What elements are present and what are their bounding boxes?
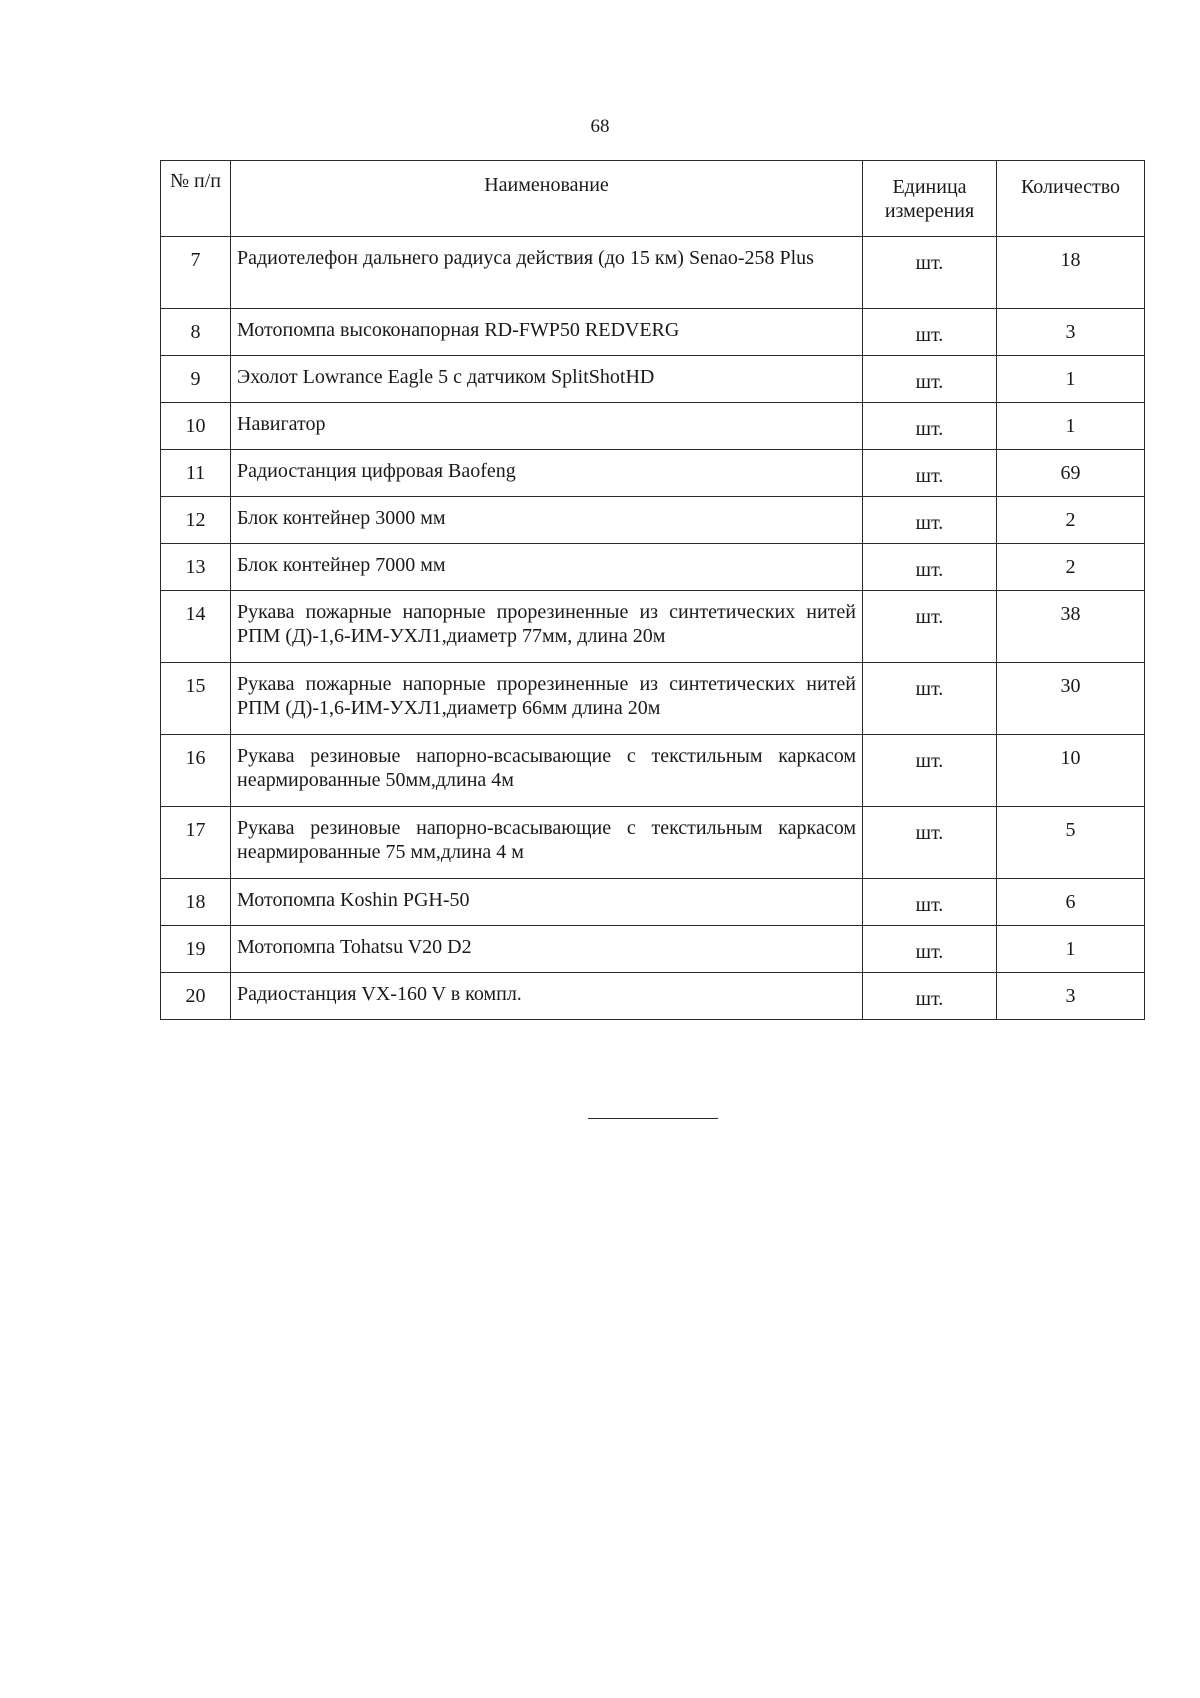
row-unit: шт. — [863, 403, 997, 450]
row-quantity: 3 — [997, 309, 1145, 356]
row-quantity: 1 — [997, 926, 1145, 973]
row-unit: шт. — [863, 309, 997, 356]
row-quantity: 3 — [997, 973, 1145, 1020]
table-row — [161, 663, 1145, 735]
row-name: Мотопомпа Tohatsu V20 D2 — [231, 926, 863, 973]
row-number: 7 — [161, 237, 231, 309]
table-row — [161, 237, 1145, 309]
row-name: Мотопомпа высоконапорная RD-FWP50 REDVERG — [231, 309, 863, 356]
row-unit: шт. — [863, 879, 997, 926]
table-row — [161, 356, 1145, 403]
table-row — [161, 879, 1145, 926]
row-unit: шт. — [863, 591, 997, 663]
table-row — [161, 591, 1145, 663]
row-name: Радиостанция VX-160 V в компл. — [231, 973, 863, 1020]
row-name: Эхолот Lowrance Eagle 5 с датчиком SplitShotHD — [231, 356, 863, 403]
row-quantity: 30 — [997, 663, 1145, 735]
row-quantity: 5 — [997, 807, 1145, 879]
row-quantity: 6 — [997, 879, 1145, 926]
row-unit: шт. — [863, 807, 997, 879]
row-unit: шт. — [863, 973, 997, 1020]
page-number: 68 — [590, 116, 610, 137]
row-name: Рукава резиновые напорно-всасывающие с текстильным каркасом неармированные 50мм,длина 4м — [231, 735, 863, 807]
row-unit: шт. — [863, 450, 997, 497]
row-quantity: 18 — [997, 237, 1145, 309]
row-number: 15 — [161, 663, 231, 735]
row-name: Блок контейнер 7000 мм — [231, 544, 863, 591]
row-unit: шт. — [863, 926, 997, 973]
row-quantity: 1 — [997, 403, 1145, 450]
row-unit: шт. — [863, 497, 997, 544]
table-row — [161, 309, 1145, 356]
row-number: 17 — [161, 807, 231, 879]
row-name: Блок контейнер 3000 мм — [231, 497, 863, 544]
row-quantity: 38 — [997, 591, 1145, 663]
row-name: Радиотелефон дальнего радиуса действия (до 15 км) Senao-258 Plus — [231, 237, 863, 309]
row-name: Навигатор — [231, 403, 863, 450]
row-name: Рукава резиновые напорно-всасывающие с текстильным каркасом неармированные 75 мм,длина 4 м — [231, 807, 863, 879]
row-number: 14 — [161, 591, 231, 663]
header-number: № п/п — [161, 161, 231, 237]
row-quantity: 2 — [997, 544, 1145, 591]
row-number: 16 — [161, 735, 231, 807]
row-number: 11 — [161, 450, 231, 497]
row-number: 9 — [161, 356, 231, 403]
row-quantity: 2 — [997, 497, 1145, 544]
row-quantity: 10 — [997, 735, 1145, 807]
row-number: 8 — [161, 309, 231, 356]
header-quantity: Количество — [997, 161, 1145, 237]
table-row — [161, 544, 1145, 591]
table-row — [161, 497, 1145, 544]
row-name: Рукава пожарные напорные прорезиненные из синтетических нитей РПМ (Д)-1,6-ИМ-УХЛ1,диаметр 77мм, длина 20м — [231, 591, 863, 663]
row-unit: шт. — [863, 735, 997, 807]
header-unit: Единица измерения — [863, 161, 997, 237]
row-number: 12 — [161, 497, 231, 544]
table-row — [161, 926, 1145, 973]
table-row — [161, 735, 1145, 807]
end-of-table-rule — [588, 1118, 718, 1119]
row-unit: шт. — [863, 356, 997, 403]
row-quantity: 69 — [997, 450, 1145, 497]
row-name: Радиостанция цифровая Baofeng — [231, 450, 863, 497]
row-number: 20 — [161, 973, 231, 1020]
table-row — [161, 450, 1145, 497]
row-unit: шт. — [863, 663, 997, 735]
row-number: 18 — [161, 879, 231, 926]
row-number: 13 — [161, 544, 231, 591]
row-quantity: 1 — [997, 356, 1145, 403]
row-number: 10 — [161, 403, 231, 450]
row-unit: шт. — [863, 544, 997, 591]
table-row — [161, 973, 1145, 1020]
inventory-table — [160, 160, 1145, 1020]
table-row — [161, 807, 1145, 879]
header-name: Наименование — [231, 161, 863, 237]
row-unit: шт. — [863, 237, 997, 309]
row-number: 19 — [161, 926, 231, 973]
table-header-row — [161, 161, 1145, 237]
row-name: Мотопомпа Koshin PGH-50 — [231, 879, 863, 926]
row-name: Рукава пожарные напорные прорезиненные из синтетических нитей РПМ (Д)-1,6-ИМ-УХЛ1,диаметр 66мм длина 20м — [231, 663, 863, 735]
table-row — [161, 403, 1145, 450]
